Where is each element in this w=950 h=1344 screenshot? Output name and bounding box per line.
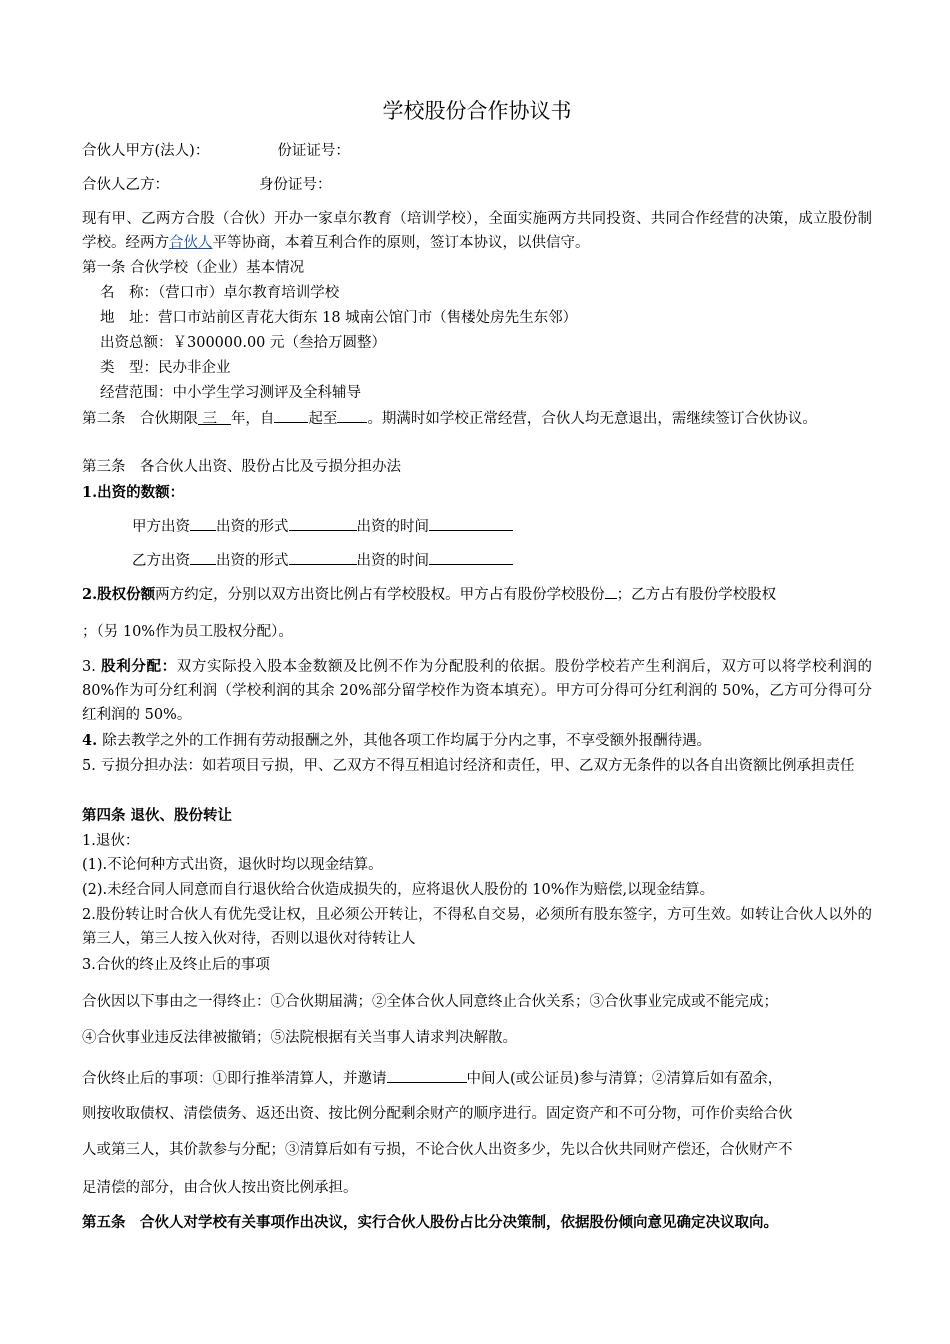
intro-text-1: 现有甲、乙两方合股（合伙）开办一家卓尔教育（培训学校），全面实施两方共同投资、共同合作经营的决策，成立股份制学校。经两方 xyxy=(82,211,872,251)
party-b-label: 合伙人乙方： xyxy=(82,177,169,193)
equity-share-line xyxy=(82,582,776,607)
termination-heading: 3.合伙的终止及终止后的事项 xyxy=(82,957,270,973)
dividend-text: 双方实际投入股本金数额及比例不作为分配股利的依据。股份学校若产生利润后，双方可以将学校利润的 80%作为可分红利润（学校利润的其余 20%部分留学校作为资本填充）。甲方可分得可分红利润的 50%，乙方可分得可分红利润的 50%。 xyxy=(82,659,873,723)
liquidation-line-1 xyxy=(82,1066,782,1091)
school-type: 类 型：民办非企业 xyxy=(100,360,231,376)
party-a-contribution-row xyxy=(132,514,513,539)
dividend-paragraph xyxy=(82,655,872,727)
withdrawal-item-2: (2).未经合同人同意而自行退伙给合伙造成损失的，应将退伙人股份的 10%作为赔偿,以现金结算。 xyxy=(82,882,715,898)
term-years: 三 xyxy=(202,411,218,427)
dividend-heading: 股利分配： xyxy=(101,658,177,675)
party-b-form-label: 出资的形式 xyxy=(216,553,289,569)
liquidation-line-4: 足清偿的部分，由合伙人按出资比例承担。 xyxy=(82,1180,358,1196)
equity-share-heading: 2.股权份额 xyxy=(82,586,156,603)
liquidation-text-1: 合伙终止后的事项：①即行推举清算人，并邀请 xyxy=(82,1071,387,1087)
article1-heading: 第一条 合伙学校（企业）基本情况 xyxy=(82,260,305,276)
party-a-time-label: 出资的时间 xyxy=(356,519,429,535)
party-b-contribution-label: 乙方出资 xyxy=(132,553,190,569)
party-a-id-label: 份证证号： xyxy=(277,143,350,159)
party-a-form-label: 出资的形式 xyxy=(216,519,289,535)
party-b-amount-blank xyxy=(190,548,216,565)
article2-text-2: 年，自 xyxy=(230,411,275,427)
article2-text-4: 。期满时如学校正常经营，合伙人均无意退出，需继续签订合伙协议。 xyxy=(367,411,817,427)
school-address: 地 址：营口市站前区青花大街东 18 城南公馆门市（售楼处房先生东邻） xyxy=(100,310,578,326)
article5-paragraph: 第五条 合伙人对学校有关事项作出决议，实行合伙人股份占比分决策制，依据股份倾向意见确定决议取向。 xyxy=(82,1214,778,1231)
intro-text-2: 平等协商，本着互利合作的原则，签订本协议，以供信守。 xyxy=(212,235,590,251)
party-b-time-label: 出资的时间 xyxy=(356,553,429,569)
loss-sharing-paragraph: 5. 亏损分担办法：如若项目亏损，甲、乙双方不得互相追讨经济和责任，甲、乙双方无条件的以各自出资额比例承担责任 xyxy=(82,758,855,774)
article3-heading: 第三条 各合伙人出资、股份占比及亏损分担办法 xyxy=(82,459,401,475)
termination-line-1: 合伙因以下事由之一得终止：①合伙期届满；②全体合伙人同意终止合伙关系；③合伙事业完成或不能完成； xyxy=(82,994,778,1010)
equity-share-text-2: ；乙方占有股份学校股权 xyxy=(616,587,777,603)
withdrawal-item-1: (1).不论何种方式出资，退伙时均以现金结算。 xyxy=(82,857,383,873)
liquidation-line-3: 人或第三人，其价款参与分配；③清算后如有亏损，不论合伙人出资多少，先以合伙共同财产偿还，合伙财产不 xyxy=(82,1142,793,1158)
party-a-label: 合伙人甲方(法人)： xyxy=(82,143,210,159)
equity-share-text: 两方约定，分别以双方出资比例占有学校股权。甲方占有股份学校股份 xyxy=(155,587,605,603)
start-date-blank xyxy=(274,406,308,423)
liquidation-line-2: 则按收取债权、清偿债务、返还出资、按比例分配剩余财产的顺序进行。固定资产和不可分物，可作价卖给合伙 xyxy=(82,1106,793,1122)
party-b-line xyxy=(82,173,332,197)
end-date-blank xyxy=(337,406,367,423)
withdrawal-heading: 1.退伙： xyxy=(82,833,140,849)
contribution-heading: 1.出资的数额： xyxy=(82,484,185,501)
article4-heading: 第四条 退伙、股份转让 xyxy=(82,807,233,824)
intro-paragraph xyxy=(82,207,872,255)
article2-text-1: 第二条 合伙期限 xyxy=(82,411,198,427)
liquidation-text-2: 中间人(或公证员)参与清算；②清算后如有盈余， xyxy=(466,1071,783,1087)
party-b-contribution-row xyxy=(132,548,513,573)
party-b-id-label: 身份证号： xyxy=(259,177,332,193)
termination-line-2: ④合伙事业违反法律被撤销；⑤法院根据有关当事人请求判决解散。 xyxy=(82,1030,517,1046)
partner-link[interactable]: 合伙人 xyxy=(169,235,213,251)
extra-work-paragraph xyxy=(82,729,872,753)
party-a-time-blank xyxy=(429,514,513,531)
party-a-amount-blank xyxy=(190,514,216,531)
party-a-contribution-label: 甲方出资 xyxy=(132,519,190,535)
employee-equity-note: ；（另 10%作为员工股权分配）。 xyxy=(82,624,293,640)
party-b-form-blank xyxy=(289,548,357,565)
party-a-share-blank xyxy=(605,582,617,599)
total-capital: 出资总额：￥300000.00 元（叁拾万圆整） xyxy=(100,335,387,351)
extra-work-number: 4. xyxy=(82,732,103,749)
document-title: 学校股份合作协议书 xyxy=(382,99,572,123)
party-a-line xyxy=(82,139,350,163)
dividend-number: 3. xyxy=(82,659,102,675)
school-name: 名 称：（营口市）卓尔教育培训学校 xyxy=(100,285,340,301)
article2-paragraph xyxy=(82,406,872,431)
share-transfer-paragraph: 2.股份转让时合伙人有优先受让权，且必须公开转让，不得私自交易，必须所有股东签字，方可生效。如转让合伙人以外的第三人，第三人按入伙对待，否则以退伙对待转让人 xyxy=(82,907,872,947)
party-a-form-blank xyxy=(289,514,357,531)
party-b-time-blank xyxy=(429,548,513,565)
extra-work-text: 除去教学之外的工作拥有劳动报酬之外，其他各项工作均属于分内之事，不享受额外报酬待遇。 xyxy=(102,733,712,749)
article2-text-3: 起至 xyxy=(308,411,338,427)
business-scope: 经营范围：中小学生学习测评及全科辅导 xyxy=(100,385,361,401)
intermediary-blank xyxy=(387,1066,467,1083)
